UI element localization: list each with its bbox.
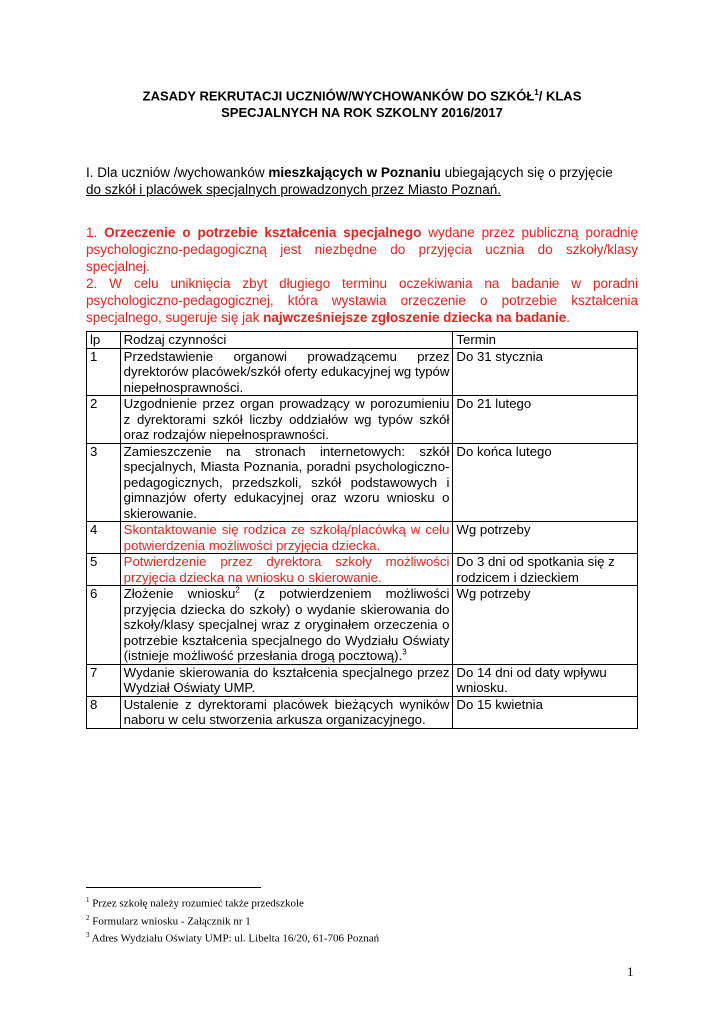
table-row: 3 Zamieszczenie na stronach internetowych: szkół specjalnych, Miasta Poznania, poradni psychologiczno-pedagogicznych, przedszkoli, szkół podstawowych i gimnazjów oferty edukacyjnej oraz wzoru wniosku o skierowanie. Do końca lutego (87, 443, 638, 522)
table-row: 1 Przedstawienie organowi prowadzącemu przez dyrektorów placówek/szkół oferty edukacyjnej wg typów niepełnosprawności. Do 31 stycznia (87, 348, 638, 396)
header-lp: lp (87, 332, 121, 349)
recruitment-table (86, 331, 638, 729)
table-row: 6 Złożenie wniosku$^2$ (z potwierdzeniem możliwości przyjęcia dziecka do szkoły) o wydanie skierowania do szkoły/klasy specjalnej wraz z oryginałem orzeczenia o potrzebie kształcenia specjalnego do Wydziału Oświaty (istnieje możliwość przesłania drogą pocztową).$^3$ Wg potrzeby (87, 586, 638, 665)
footnote-divider (86, 887, 261, 888)
header-activity: Rodzaj czynności (120, 332, 453, 349)
table-row: 7 Wydanie skierowania do kształcenia specjalnego przez Wydział Oświaty UMP. Do 14 dni od daty wpływu wniosku. (87, 664, 638, 696)
footnote-ref: 2 (235, 585, 240, 595)
title-line-1: ZASADY REKRUTACJI UCZNIÓW/WYCHOWANKÓW DO SZKÓŁ (142, 88, 535, 104)
footnote-3: $^3$ Adres Wydziału Oświaty UMP: ul. Libelta 16/20, 61-706 Poznań (86, 931, 380, 945)
table-header-row (87, 332, 638, 349)
footnote-ref: 1 (534, 88, 539, 97)
table-row: 4 Skontaktowanie się rodzica ze szkołą/placówką w celu potwierdzenia możliwości przyjęcia dziecka. Wg potrzeby (87, 522, 638, 554)
footnote-1: $^1$ Przez szkołę należy rozumieć także przedszkole (86, 896, 304, 910)
intro-underlined: do szkół i placówek specjalnych prowadzonych przez Miasto Poznań. (86, 182, 501, 197)
table-row: 2 Uzgodnienie przez organ prowadzący w porozumieniu z dyrektorami szkół liczby oddziałów wg typów szkół oraz rodzajów niepełnosprawności. Do 21 lutego (87, 396, 638, 444)
table-row: 5 Potwierdzenie przez dyrektora szkoły możliwości przyjęcia dziecka na wniosku o skierowanie. Do 3 dni od spotkania się z rodzicem i dzieckiem (87, 554, 638, 586)
header-term: Termin (453, 332, 638, 349)
requirements-block (86, 224, 638, 326)
title-line-2: SPECJALNYCH NA ROK SZKOLNY 2016/2017 (221, 105, 503, 121)
footnote-ref: 3 (402, 647, 407, 657)
footnote-2: $^2$ Formularz wniosku - Załącznik nr 1 (86, 913, 251, 928)
document-title (86, 84, 638, 121)
title-line-1-end: / KLAS (538, 88, 582, 104)
intro-paragraph: I. Dla uczniów /wychowanków mieszkających w Poznaniu ubiegających się o przyjęcie do szkół i placówek specjalnych prowadzonych przez Miasto Poznań. (86, 165, 613, 197)
point-2: 2. W celu uniknięcia zbyt długiego terminu oczekiwania na badanie w poradni psychologiczno-pedagogicznej, która wystawia orzeczenie o potrzebie kształcenia specjalnego, sugeruje się jak najwcześniejsze zgłoszenie dziecka na badanie. (86, 276, 638, 325)
table-row: 8 Ustalenie z dyrektorami placówek bieżących wyników naboru w celu stworzenia arkusza organizacyjnego. Do 15 kwietnia (87, 696, 638, 728)
intro-bold: mieszkających w Poznaniu (268, 165, 441, 180)
page-number: 1 (627, 964, 634, 979)
footnotes (86, 893, 638, 946)
point-1: 1. Orzeczenie o potrzebie kształcenia specjalnego wydane przez publiczną poradnię psychologiczno-pedagogiczną jest niezbędne do przyjęcia ucznia do szkoły/klasy specjalnej. (86, 225, 638, 274)
